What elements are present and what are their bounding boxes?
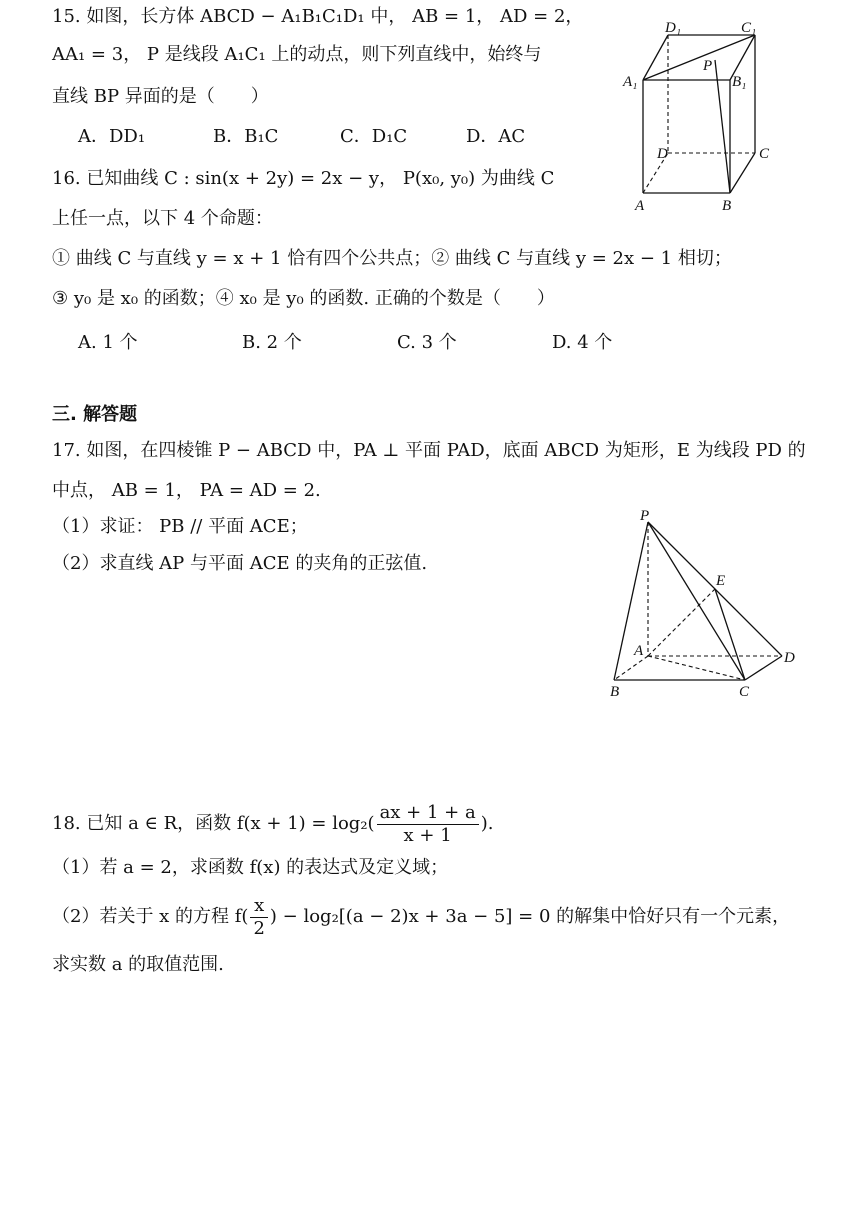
label-a: A [634, 643, 644, 659]
q16-option-d: D. 4 个 [552, 332, 613, 353]
q18-part1: （1）若 a = 2，求函数 f(x) 的表达式及定义域； [52, 857, 449, 878]
edge-c-d [745, 656, 782, 680]
label-a: A [635, 198, 645, 213]
label-d: D [784, 650, 795, 666]
q18-line1-suffix: ). [480, 813, 494, 834]
q16-line1: 16. 已知曲线 C : sin(x + 2y) = 2x − y， P(x₀, y₀) 为曲线 C [52, 168, 555, 189]
label-p: P [640, 508, 650, 524]
edge-b-c [730, 153, 755, 193]
q17-pyramid-figure [600, 508, 810, 703]
q18-part2-fraction [250, 895, 267, 940]
q18-fraction-numerator: ax + 1 + a [377, 802, 479, 825]
edge-a1-d1 [643, 35, 668, 80]
q16-line3: ① 曲线 C 与直线 y = x + 1 恰有四个公共点；② 曲线 C 与直线 y = 2x − 1 相切； [52, 248, 732, 269]
q15-line3: 直线 BP 异面的是（ ） [52, 86, 269, 107]
q16-line4: ③ y₀ 是 x₀ 的函数；④ x₀ 是 y₀ 的函数. 正确的个数是（ ） [52, 288, 555, 309]
q16-line2: 上任一点，以下 4 个命题： [52, 208, 273, 229]
q15-option-a: A．DD₁ [78, 126, 146, 147]
label-b1: B₁ [732, 74, 747, 90]
q18-part2-line2: 求实数 a 的取值范围. [52, 954, 224, 975]
q17-line1: 17. 如图，在四棱锥 P − ABCD 中，PA ⊥ 平面 PAD，底面 ABCD 为矩形，E 为线段 PD 的 [52, 440, 806, 461]
q15-option-c: C．D₁C [340, 126, 408, 147]
edge-a-b [614, 656, 648, 680]
q16-option-c: C. 3 个 [397, 332, 457, 353]
label-c: C [759, 146, 770, 162]
label-e: E [716, 573, 726, 589]
label-d: D [657, 146, 668, 162]
q18-line1-prefix: 18. 已知 a ∈ R，函数 f(x + 1) = log₂( [52, 813, 375, 834]
q18-part2 [52, 893, 790, 941]
edge-a-c [648, 656, 745, 680]
q17-line2: 中点， AB = 1， PA = AD = 2. [52, 480, 321, 501]
q15-line2: AA₁ = 3， P 是线段 A₁C₁ 上的动点，则下列直线中，始终与 [52, 44, 542, 65]
q17-part1: （1）求证： PB // 平面 ACE； [52, 516, 308, 537]
q18-part2-fraction-numerator: x [250, 895, 267, 918]
label-c: C [739, 684, 750, 700]
q16-option-b: B. 2 个 [242, 332, 302, 353]
label-c1: C₁ [741, 20, 757, 36]
q15-option-b: B．B₁C [213, 126, 279, 147]
q18-fraction-denominator: x + 1 [403, 824, 452, 846]
q15-option-d: D．AC [466, 126, 526, 147]
label-b: B [722, 198, 732, 213]
section-heading: 三. 解答题 [52, 404, 138, 425]
label-a1: A₁ [623, 74, 638, 90]
label-d1: D₁ [665, 20, 682, 36]
q16-option-a: A. 1 个 [78, 332, 138, 353]
label-b: B [610, 684, 620, 700]
edge-a-e [648, 589, 715, 656]
label-p: P [703, 58, 713, 74]
q15-line1: 15. 如图，长方体 ABCD − A₁B₁C₁D₁ 中， AB = 1， AD = 2， [52, 6, 584, 27]
q15-cuboid-figure [615, 18, 785, 213]
q18-part2-prefix: （2）若关于 x 的方程 f( [52, 906, 249, 927]
q18-line1 [52, 800, 493, 848]
edge-e-c [715, 589, 745, 680]
q18-fraction [377, 802, 479, 847]
q18-part2-suffix: ) − log₂[(a − 2)x + 3a − 5] = 0 的解集中恰好只有一个元素， [269, 906, 791, 927]
q17-part2: （2）求直线 AP 与平面 ACE 的夹角的正弦值. [52, 553, 428, 574]
q18-part2-fraction-denominator: 2 [253, 917, 265, 939]
